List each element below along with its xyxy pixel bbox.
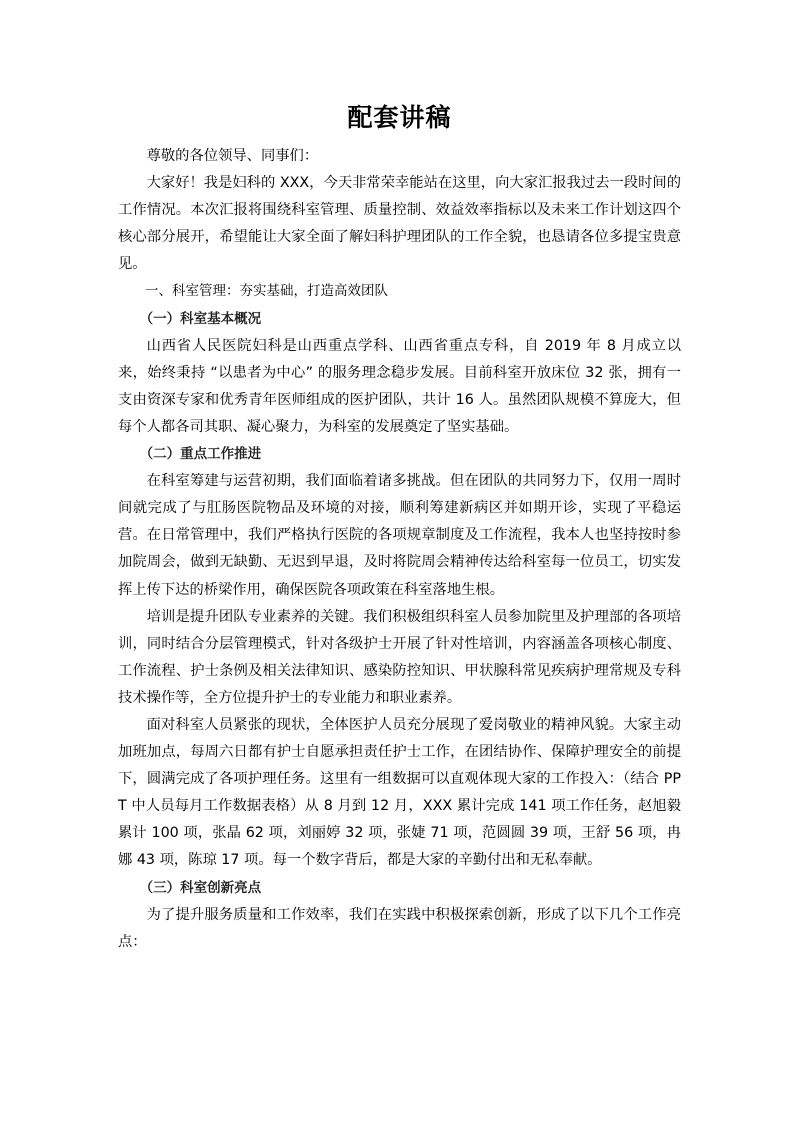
paragraph-basic-overview: 山西省人民医院妇科是山西重点学科、山西省重点专科，自 2019 年 8 月成立以来，始终秉持 “以患者为中心” 的服务理念稳步发展。目前科室开放床位 32 张，拥有一支由资深专家和优秀青年医师组成的医护团队，共计 16 人。虽然团队规模不算庞大，但每个人都各司其职、凝心聚力，为科室的发展奠定了坚实基础。 [118,337,681,435]
subsection-heading-key-work: （二）重点工作推进 [139,446,262,463]
paragraph-innovation: 为了提升服务质量和工作效率，我们在实践中积极探索创新，形成了以下几个工作亮点： [118,906,681,950]
paragraph-key-work-3: 面对科室人员紧张的现状，全体医护人员充分展现了爱岗敬业的精神风貌。大家主动加班加点，每周六日都有护士自愿承担责任护士工作，在团结协作、保障护理安全的前提下，圆满完成了各项护理任务。这里有一组数据可以直观体现大家的工作投入：（结合 PPT 中人员每月工作数据表格）从 8 月到 12 月，XXX 累计完成 141 项工作任务，赵旭毅累计 100 项，张晶 62 项，刘丽婷 32 项，张婕 71 项，范圆圆 39 项，王舒 56 项，冉娜 43 项，陈琼 17 项。每一个数字背后，都是大家的辛勤付出和无私奉献。 [118,716,681,869]
paragraph-key-work-2: 培训是提升团队专业素养的关键。我们积极组织科室人员参加院里及护理部的各项培训，同时结合分层管理模式，针对各级护士开展了针对性培训，内容涵盖各项核心制度、工作流程、护士条例及相关法律知识、感染防控知识、甲状腺科常见疾病护理常规及专科技术操作等，全方位提升护士的专业能力和职业素养。 [118,608,681,706]
paragraph-key-work-1: 在科室筹建与运营初期，我们面临着诸多挑战。但在团队的共同努力下，仅用一周时间就完成了与肛肠医院物品及环境的对接，顺利筹建新病区并如期开诊，实现了平稳运营。在日常管理中，我们严格执行医院的各项规章制度及工作流程，我本人也坚持按时参加院周会，做到无缺勤、无迟到早退，及时将院周会精神传达给科室每一位员工，切实发挥上传下达的桥梁作用，确保医院各项政策在科室落地生根。 [118,473,681,598]
document-title: 配套讲稿 [347,103,452,132]
salutation: 尊敬的各位领导、同事们： [146,148,319,164]
subsection-heading-innovation: （三）科室创新亮点 [139,879,262,896]
document-body [118,143,681,956]
intro-paragraph: 大家好！我是妇科的 XXX，今天非常荣幸能站在这里，向大家汇报我过去一段时间的工作情况。本次汇报将围绕科室管理、质量控制、效益效率指标以及未来工作计划这四个核心部分展开，希望能让大家全面了解妇科护理团队的工作全貌，也恳请各位多提宝贵意见。 [118,175,681,273]
section-heading-1: 一、科室管理：夯实基础，打造高效团队 [145,283,388,300]
subsection-heading-basic-overview: （一）科室基本概况 [139,310,262,327]
